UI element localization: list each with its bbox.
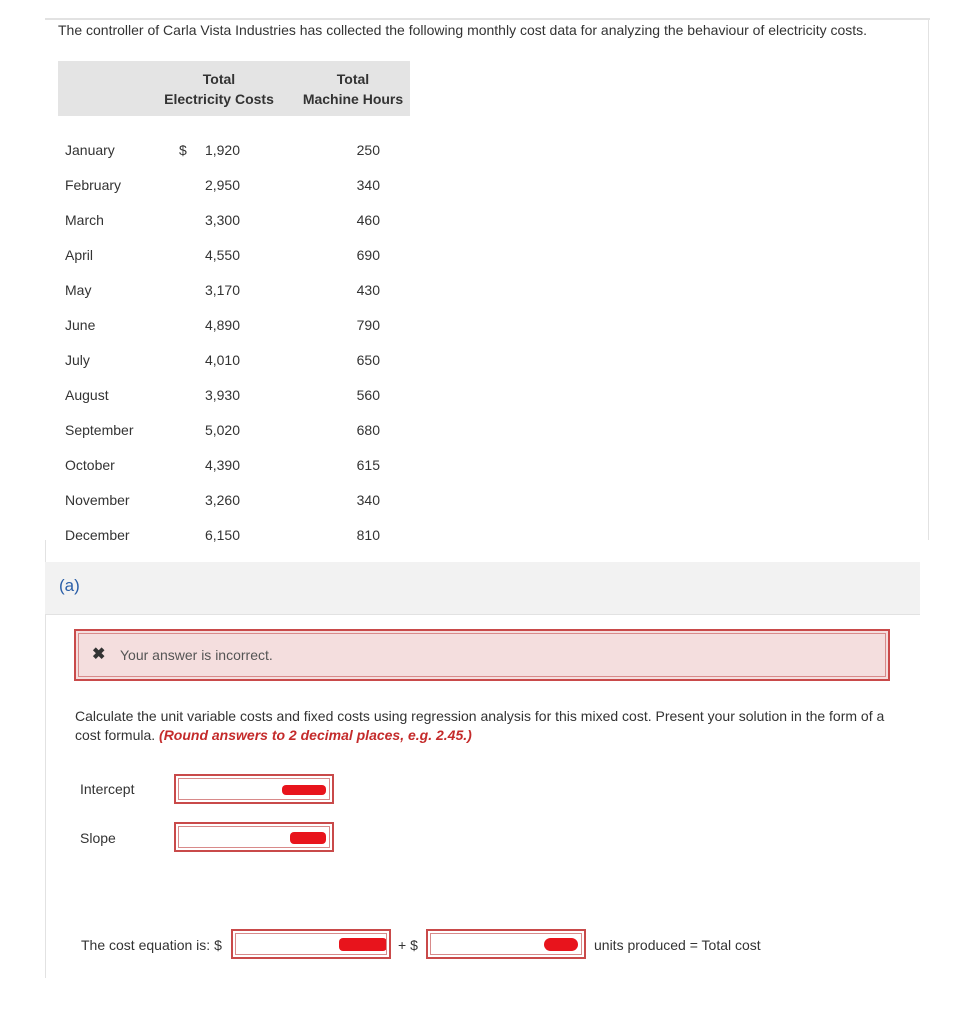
equation-suffix: units produced = Total cost [594, 937, 761, 953]
month-cell: October [65, 457, 115, 473]
month-cell: August [65, 387, 109, 403]
part-header [45, 562, 920, 615]
top-divider [45, 18, 930, 20]
redaction-mark [544, 938, 578, 951]
table-row [58, 352, 410, 387]
intercept-label: Intercept [80, 781, 135, 797]
header-hours-line1: Total [336, 71, 370, 87]
table-row [58, 212, 410, 247]
table-row [58, 422, 410, 457]
question-instructions [75, 707, 905, 745]
equation-variable-input[interactable] [426, 929, 586, 959]
cost-cell: 3,930 [204, 387, 240, 403]
month-cell: December [65, 527, 130, 543]
feedback-text: Your answer is incorrect. [120, 647, 273, 663]
problem-intro: The controller of Carla Vista Industries has collected the following monthly cost data for analyzing the behaviour of electricity costs. [58, 22, 868, 38]
table-row [58, 527, 410, 562]
header-hours-line2: Machine Hours [302, 91, 404, 107]
header-electricity-costs [162, 69, 276, 109]
hours-cell: 650 [356, 352, 380, 368]
header-cost-line2: Electricity Costs [164, 91, 274, 107]
month-cell: April [65, 247, 94, 263]
cost-cell: 5,020 [204, 422, 240, 438]
part-label: (a) [59, 576, 80, 595]
table-row [58, 457, 410, 492]
cost-cell: 3,260 [204, 492, 240, 508]
hours-cell: 340 [356, 492, 380, 508]
right-divider [928, 18, 929, 540]
cost-cell: 6,150 [204, 527, 240, 543]
month-cell: September [65, 422, 134, 438]
hours-cell: 690 [356, 247, 380, 263]
cost-cell: 4,550 [204, 247, 240, 263]
hours-cell: 250 [356, 142, 380, 158]
hours-cell: 560 [356, 387, 380, 403]
hours-cell: 680 [356, 422, 380, 438]
table-row [58, 317, 410, 352]
table-row [58, 282, 410, 317]
equation-plus: + $ [398, 937, 418, 953]
table-row [58, 387, 410, 422]
cost-cell: 4,890 [204, 317, 240, 333]
hours-cell: 460 [356, 212, 380, 228]
month-cell: November [65, 492, 130, 508]
month-cell: February [65, 177, 122, 193]
slope-input[interactable] [174, 822, 334, 852]
equation-fixed-input[interactable] [231, 929, 391, 959]
equation-prefix: The cost equation is: $ [81, 937, 222, 953]
table-row [58, 177, 410, 212]
currency-symbol: $ [179, 142, 187, 158]
header-cost-line1: Total [202, 71, 236, 87]
hours-cell: 430 [356, 282, 380, 298]
month-cell: June [65, 317, 96, 333]
month-cell: July [65, 352, 90, 368]
slope-label: Slope [80, 830, 116, 846]
table-row [58, 247, 410, 282]
hours-cell: 615 [356, 457, 380, 473]
intercept-input[interactable] [174, 774, 334, 804]
month-cell: May [65, 282, 92, 298]
cost-cell: 4,390 [204, 457, 240, 473]
redaction-mark [290, 832, 326, 844]
cost-cell: 4,010 [204, 352, 240, 368]
header-machine-hours [296, 69, 410, 109]
hours-cell: 790 [356, 317, 380, 333]
table-row [58, 492, 410, 527]
hours-cell: 340 [356, 177, 380, 193]
month-cell: March [65, 212, 104, 228]
cost-cell: 1,920 [204, 142, 240, 158]
instructions-text: Calculate the unit variable costs and fixed costs using regression analysis for this mixed cost. Present your solution in the form of a cost formula. [75, 708, 885, 743]
table-row [58, 142, 410, 177]
redaction-mark [339, 938, 387, 951]
month-cell: January [65, 142, 115, 158]
cost-cell: 3,170 [204, 282, 240, 298]
feedback-banner [74, 629, 890, 681]
incorrect-icon: ✖ [92, 646, 106, 663]
redaction-mark [282, 785, 326, 795]
hours-cell: 810 [356, 527, 380, 543]
cost-cell: 2,950 [204, 177, 240, 193]
cost-cell: 3,300 [204, 212, 240, 228]
rounding-note: (Round answers to 2 decimal places, e.g. 2.45.) [159, 727, 472, 743]
